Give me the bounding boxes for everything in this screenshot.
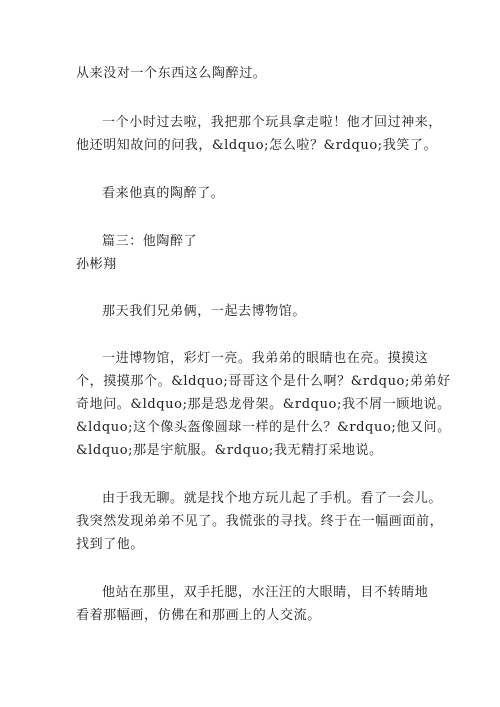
- text-line: 他站在那里，双手托腮，水汪汪的大眼睛，目不转睛地: [102, 585, 429, 600]
- section-heading: 篇三：他陶醉了: [102, 234, 198, 249]
- text-line: 我突然发现弟弟不见了。我慌张的寻找。终于在一幅画面前，: [76, 514, 444, 529]
- text-line: 从来没对一个东西这么陶醉过。: [76, 66, 267, 81]
- author-name: 孙彬翔: [76, 257, 117, 272]
- text-line: 个，摸摸那个。&ldquo;哥哥这个是什么啊？&rdquo;弟弟好: [76, 374, 451, 389]
- text-line: 看来他真的陶醉了。: [102, 186, 225, 201]
- text-line: &ldquo;那是宇航服。&rdquo;我无精打采地说。: [76, 443, 383, 458]
- text-line: 他还明知故问的问我，&ldquo;怎么啦？&rdquo;我笑了。: [76, 138, 438, 153]
- text-line: 一个小时过去啦，我把那个玩具拿走啦！他才回过神来，: [102, 115, 443, 130]
- text-line: 看着那幅画，仿佛在和那画上的人交流。: [76, 608, 321, 623]
- text-line: 那天我们兄弟俩，一起去博物馆。: [102, 304, 307, 319]
- text-line: 奇地问。&ldquo;那是恐龙骨架。&rdquo;我不屑一顾地说。: [76, 397, 451, 412]
- text-line: 找到了他。: [76, 537, 145, 552]
- text-line: &ldquo;这个像头盔像圆球一样的是什么？&rdquo;他又问。: [76, 420, 451, 435]
- text-line: 一进博物馆，彩灯一亮。我弟弟的眼睛也在亮。摸摸这: [102, 351, 429, 366]
- text-line: 由于我无聊。就是找个地方玩儿起了手机。看了一会儿。: [102, 491, 443, 506]
